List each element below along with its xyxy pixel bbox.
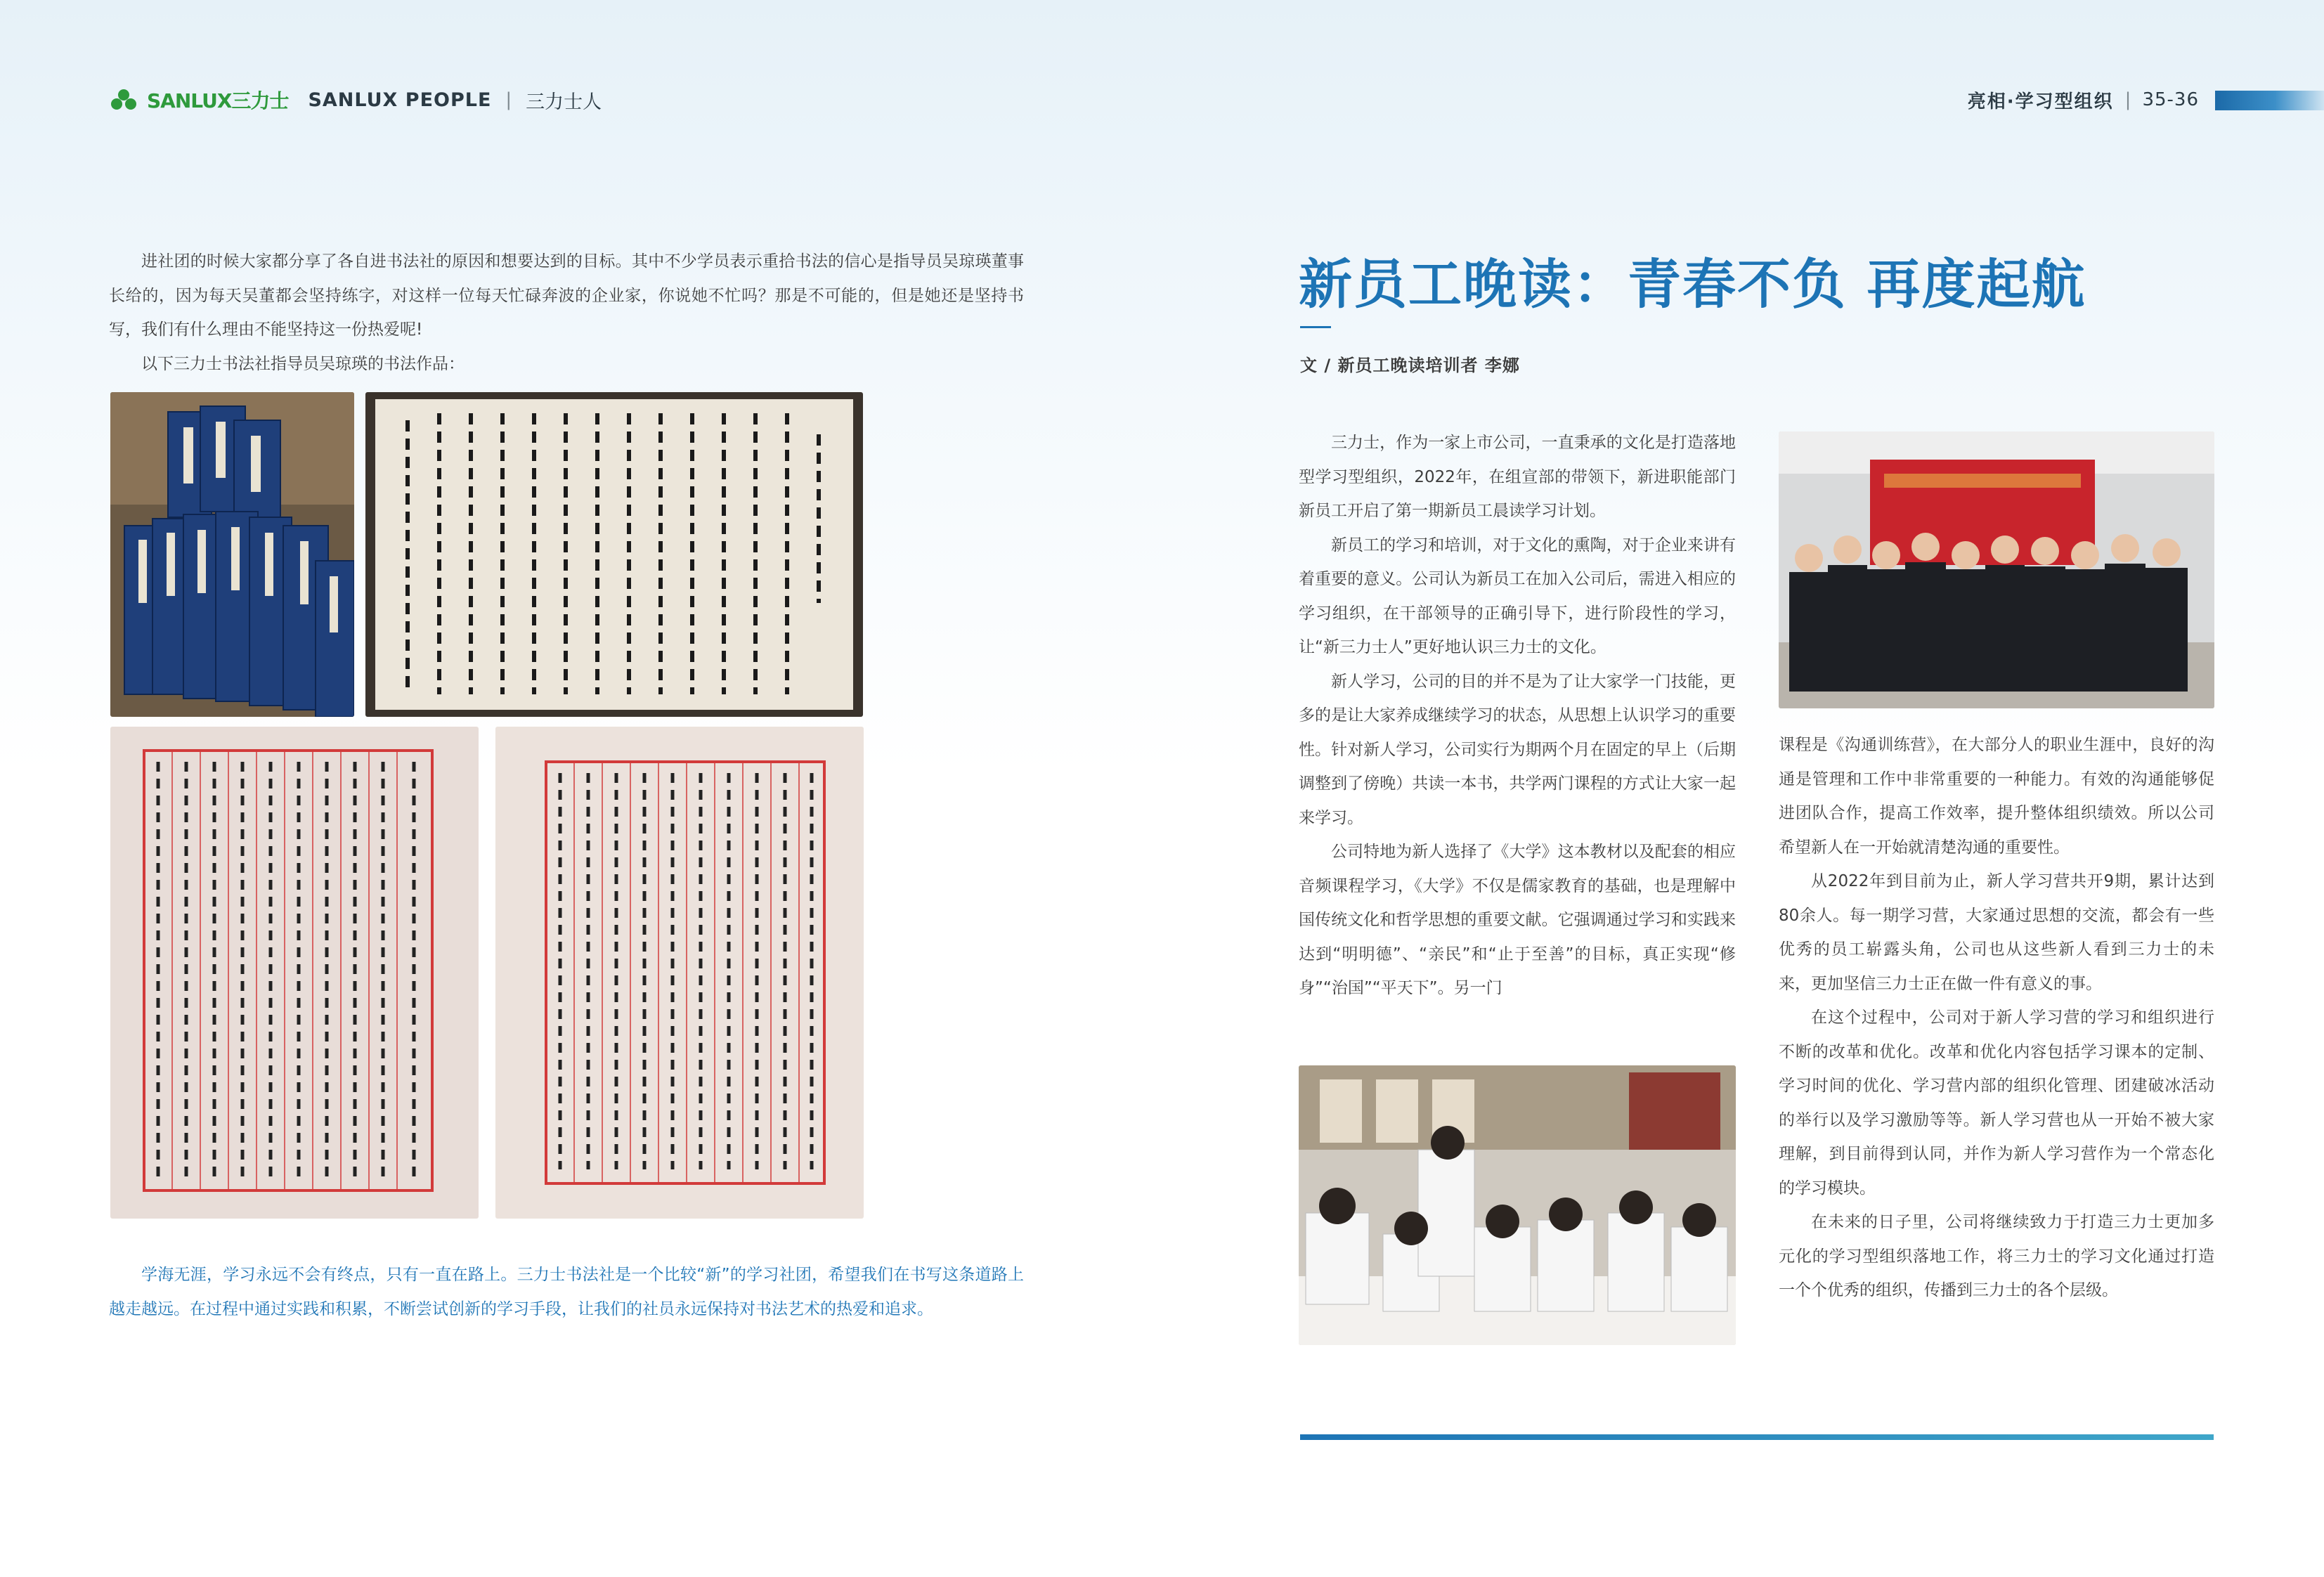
group-photo (1779, 431, 2214, 708)
left-closing (109, 1258, 1024, 1326)
title-rule (1300, 326, 1331, 328)
stitched-copybooks-photo (110, 392, 354, 717)
article-paragraph: 新人学习，公司的目的并不是为了让大家学一门技能，更多的是让大家养成继续学习的状态，从思想上认识学习的重要性。针对新人学习，公司实行为期两个月在固定的早上（后期调整到了傍晚）共读一本书，共学两门课程的方式让大家一起来学习。 (1299, 672, 1736, 827)
article-column-1 (1299, 426, 1736, 1006)
calligraphy-page-right-photo (495, 727, 864, 1219)
article-column-2 (1779, 728, 2214, 1308)
magazine-subtitle: 三力士人 (526, 91, 602, 113)
calligraphy-page-left-photo (110, 727, 479, 1219)
section-title: 亮相·学习型组织 (1967, 91, 2114, 112)
brand-header (110, 87, 602, 112)
calligraphy-scroll-photo (365, 392, 863, 717)
section-header (1968, 87, 2199, 112)
footer-rule (1300, 1434, 2214, 1440)
closing-paragraph: 学海无涯，学习永远不会有终点，只有一直在路上。三力士书法社是一个比较“新”的学习社团，希望我们在书写这条道路上越走越远。在过程中通过实践和积累，不断尝试创新的学习手段，让我们的社员永远保持对书法艺术的热爱和追求。 (109, 1266, 1024, 1318)
magazine-name: SANLUX PEOPLE (308, 89, 492, 111)
left-paragraph: 以下三力士书法社指导员吴琼瑛的书法作品： (141, 354, 465, 373)
clover-logo-icon (110, 89, 137, 111)
article-paragraph: 新员工的学习和培训，对于文化的熏陶，对于企业来讲有着重要的意义。公司认为新员工在加入公司后，需进入相应的学习组织，在干部领导的正确引导下，进行阶段性的学习，让“新三力士人”更好地认识三力士的文化。 (1299, 536, 1736, 656)
header-separator: | (505, 89, 512, 110)
left-intro (109, 245, 1024, 381)
article-paragraph: 三力士，作为一家上市公司，一直秉承的文化是打造落地型学习型组织，2022年，在组宣部的带领下，新进职能部门新员工开启了第一期新员工晨读学习计划。 (1299, 434, 1736, 520)
article-paragraph: 在未来的日子里，公司将继续致力于打造三力士更加多元化的学习型组织落地工作，将三力士的学习文化通过打造一个个优秀的组织，传播到三力士的各个层级。 (1779, 1213, 2214, 1299)
left-paragraph: 进社团的时候大家都分享了各自进书法社的原因和想要达到的目标。其中不少学员表示重拾书法的信心是指导员吴琼瑛董事长给的，因为每天吴董都会坚持练字，对这样一位每天忙碌奔波的企业家，你说她不忙吗？那是不可能的，但是她还是坚持书写，我们有什么理由不能坚持这一份热爱呢! (109, 252, 1024, 339)
classroom-photo (1299, 1065, 1736, 1345)
article-title: 新员工晚读：青春不负 再度起航 (1299, 253, 2086, 316)
article-paragraph: 在这个过程中，公司对于新人学习营的学习和组织进行不断的改革和优化。改革和优化内容包括学习课本的定制、学习时间的优化、学习营内部的组织化管理、团建破冰活动的举行以及学习激励等等。新人学习营也从一开始不被大家理解，到目前得到认同，并作为新人学习营作为一个常态化的学习模块。 (1779, 1008, 2214, 1198)
article-byline: 文 / 新员工晚读培训者 李娜 (1300, 356, 1520, 375)
logo-text: SANLUX三力士 (147, 89, 289, 112)
header-separator-right: | (2124, 89, 2131, 110)
article-paragraph: 公司特地为新人选择了《大学》这本教材以及配套的相应音频课程学习，《大学》不仅是儒家教育的基础，也是理解中国传统文化和哲学思想的重要文献。它强调通过学习和实践来达到“明明德”、“亲民”和“止于至善”的目标，真正实现“修身”“治国”“平天下”。另一门 (1299, 843, 1736, 997)
article-paragraph-continued: 课程是《沟通训练营》，在大部分人的职业生涯中，良好的沟通是管理和工作中非常重要的一种能力。有效的沟通能够促进团队合作，提高工作效率，提升整体组织绩效。所以公司希望新人在一开始就清楚沟通的重要性。 (1779, 736, 2214, 857)
article-paragraph: 从2022年到目前为止，新人学习营共开9期，累计达到80余人。每一期学习营，大家通过思想的交流，都会有一些优秀的员工崭露头角，公司也从这些新人看到三力士的未来，更加坚信三力士正在做一件有意义的事。 (1779, 872, 2214, 993)
page-numbers: 35-36 (2142, 89, 2199, 110)
header-accent-bar (2215, 91, 2324, 110)
